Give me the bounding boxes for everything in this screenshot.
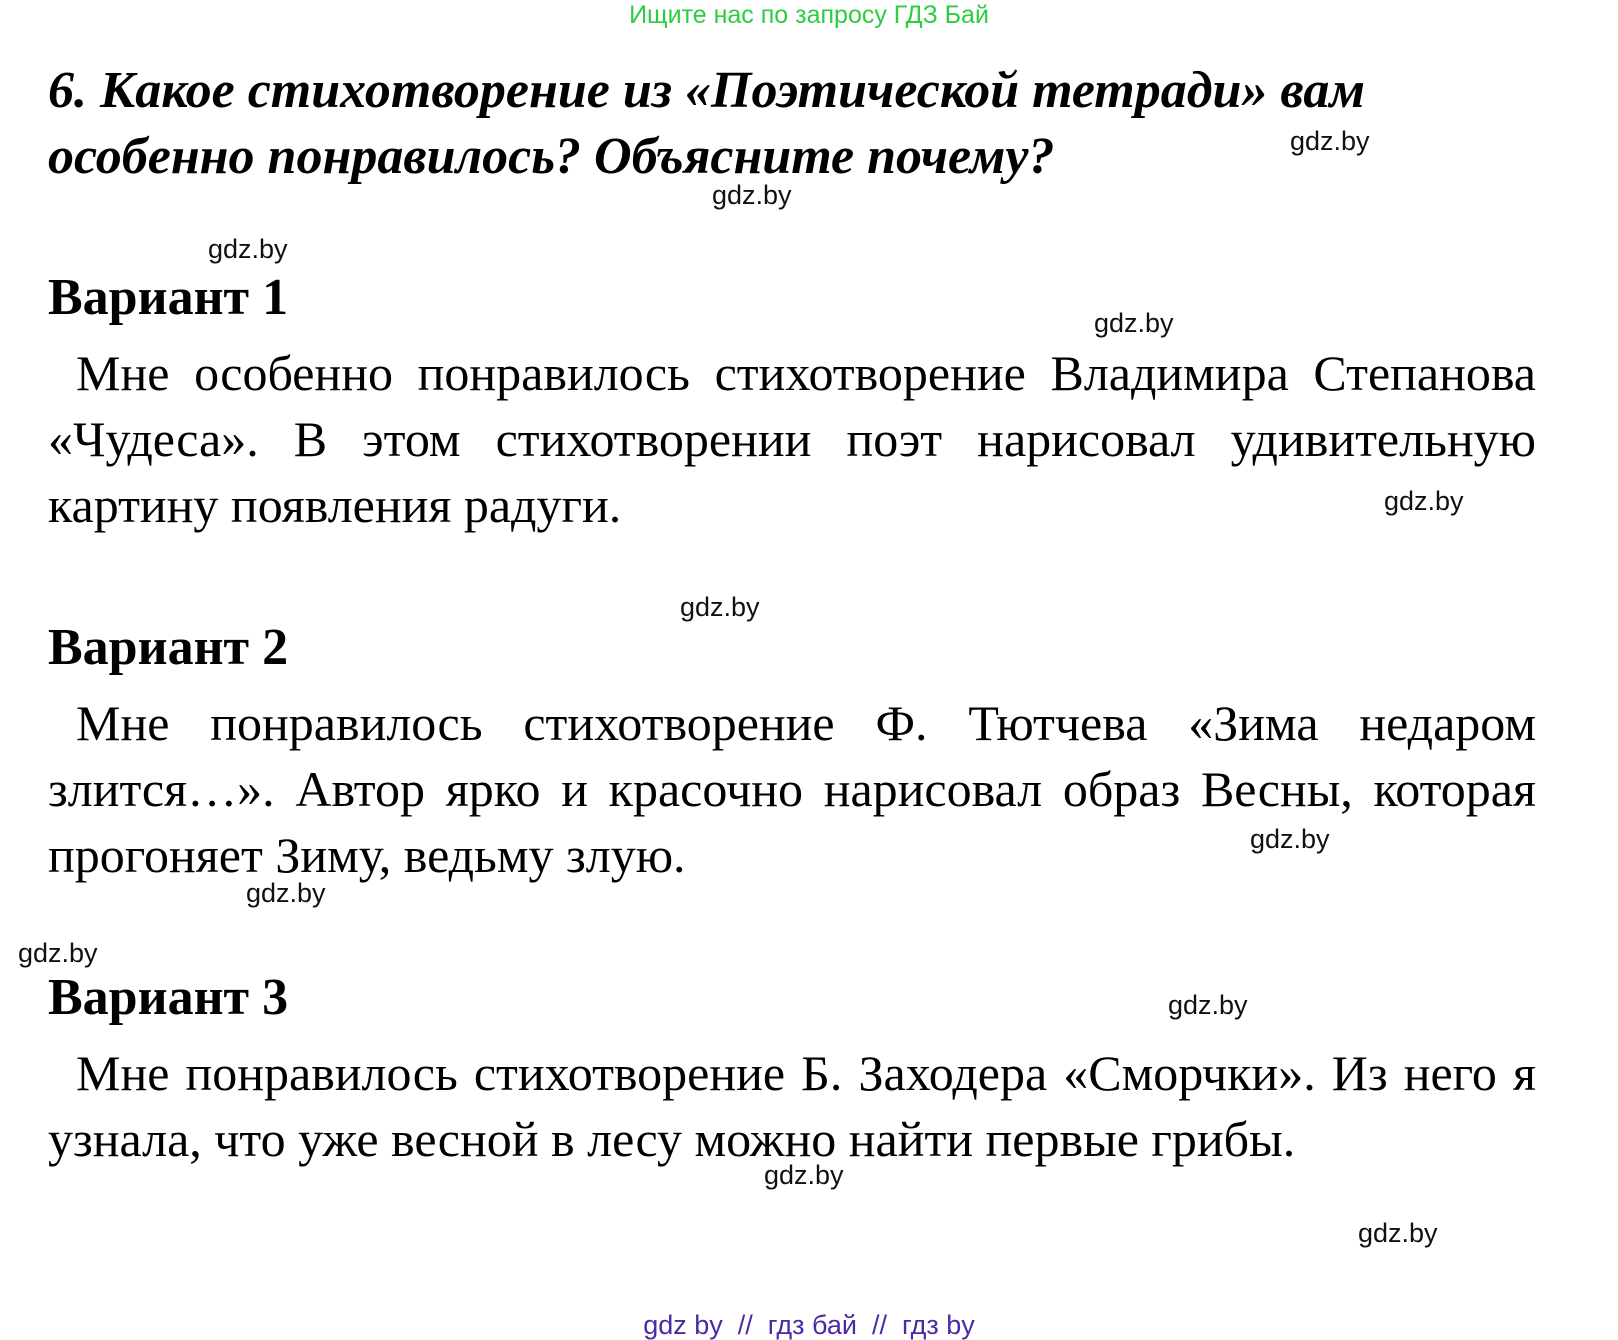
watermark: gdz.by (1384, 486, 1464, 516)
watermark: gdz.by (1290, 126, 1370, 156)
variant-2-text: Мне понравилось стихотворение Ф. Тютчева «Зима недаром злится…». Автор ярко и красочно нарисовал образ Весны, которая прогоняет Зиму, ведьму злую. (48, 695, 1536, 883)
variant-3-text: Мне понравилось стихотворение Б. Заходера «Сморчки». Из него я узнала, что уже весной в лесу можно найти первые грибы. (48, 1045, 1536, 1167)
variant-1-heading: Вариант 1 (48, 269, 289, 326)
watermark: gdz.by (680, 592, 760, 622)
variant-3-heading: Вариант 3 (48, 969, 289, 1026)
watermark: gdz.by (208, 234, 288, 264)
watermark: gdz.by (1250, 824, 1330, 854)
watermark: gdz.by (764, 1160, 844, 1190)
watermark: gdz.by (1094, 308, 1174, 338)
question-title: 6. Какое стихотворение из «Поэтической тетради» вам особенно понравилось? Объясните почему? (48, 62, 1365, 185)
watermark: gdz.by (712, 180, 792, 210)
watermark: gdz.by (1168, 990, 1248, 1020)
top-banner: Ищите нас по запросу ГДЗ Бай (629, 1, 989, 29)
watermark: gdz.by (1358, 1218, 1438, 1248)
variant-1-text: Мне особенно понравилось стихотворение Владимира Степанова «Чудеса». В этом стихотворении поэт нарисовал удивительную картину появления радуги. (48, 345, 1536, 533)
bottom-banner: gdz by // гдз бай // гдз by (643, 1310, 975, 1340)
watermark: gdz.by (18, 938, 98, 968)
watermark: gdz.by (246, 878, 326, 908)
variant-2-heading: Вариант 2 (48, 619, 289, 676)
